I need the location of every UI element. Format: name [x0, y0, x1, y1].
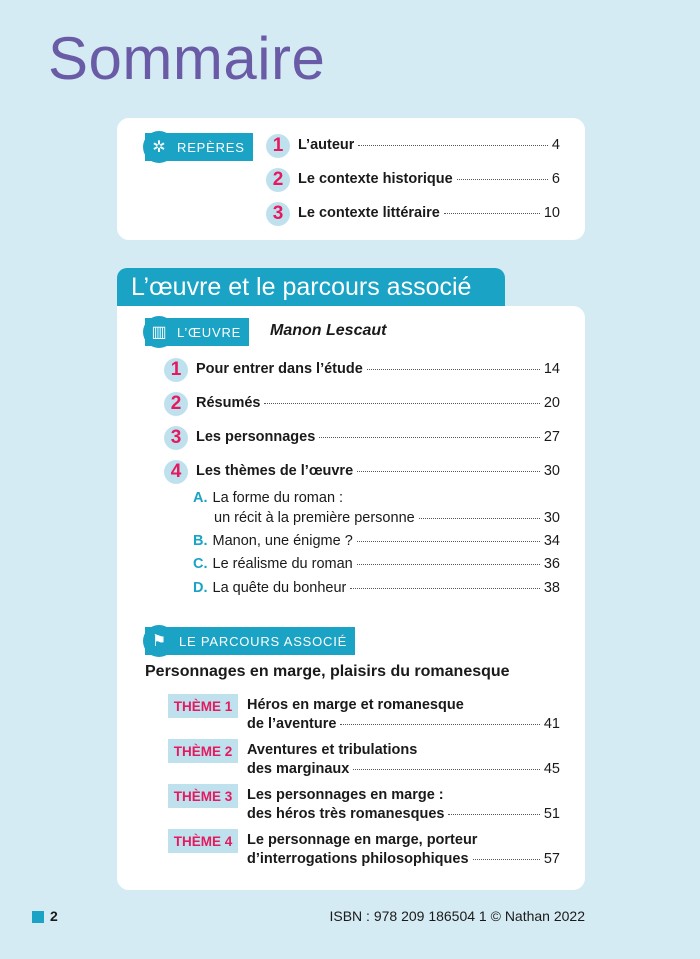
toc-entry[interactable]: [196, 463, 560, 479]
theme-tag: THÈME 2: [168, 739, 238, 763]
leader-dots: [457, 179, 548, 180]
entry-label: des marginaux: [247, 761, 350, 777]
leader-dots: [358, 145, 548, 146]
number-circle: 2: [266, 168, 290, 192]
leader-dots: [448, 814, 539, 815]
entry-page: 57: [543, 851, 560, 867]
leader-dots: [357, 541, 540, 542]
flag-icon: ⚑: [143, 625, 175, 657]
number-circle: 4: [164, 460, 188, 484]
entry-label: Le contexte littéraire: [298, 205, 440, 221]
wheel-icon: ✲: [143, 131, 175, 163]
work-title: Manon Lescaut: [270, 322, 387, 339]
toc-entry[interactable]: [196, 361, 560, 377]
entry-page: 30: [543, 510, 560, 526]
entry-label: La quête du bonheur: [212, 580, 347, 596]
toc-entry[interactable]: [196, 429, 560, 445]
entry-page: 38: [543, 580, 560, 596]
oeuvre-label: L’ŒUVRE: [177, 324, 242, 340]
toc-entry[interactable]: [298, 205, 560, 221]
leader-dots: [350, 588, 540, 589]
reperes-badge: [145, 133, 253, 161]
entry-label: de l’aventure: [247, 716, 337, 732]
number-circle: 1: [164, 358, 188, 382]
section-title: L’œuvre et le parcours associé: [117, 268, 505, 306]
reperes-label: REPÈRES: [177, 139, 245, 155]
leader-dots: [473, 859, 540, 860]
toc-entry[interactable]: [193, 556, 560, 572]
number-circle: 3: [164, 426, 188, 450]
leader-dots: [264, 403, 539, 404]
toc-entry[interactable]: [247, 806, 560, 822]
sub-letter: A.: [193, 490, 208, 506]
toc-entry[interactable]: [196, 395, 560, 411]
entry-label: Pour entrer dans l’étude: [196, 361, 363, 377]
entry-label: d’interrogations philosophiques: [247, 851, 469, 867]
leader-dots: [367, 369, 540, 370]
theme-line1: Le personnage en marge, porteur: [247, 832, 478, 848]
entry-page: 45: [543, 761, 560, 777]
parcours-badge: [145, 627, 355, 655]
number-circle: 2: [164, 392, 188, 416]
leader-dots: [353, 769, 540, 770]
page-title: Sommaire: [48, 25, 326, 92]
leader-dots: [357, 471, 540, 472]
theme-line1: Les personnages en marge :: [247, 787, 444, 803]
entry-page: 41: [543, 716, 560, 732]
theme-line1: Héros en marge et romanesque: [247, 697, 464, 713]
leader-dots: [444, 213, 540, 214]
entry-label: L’auteur: [298, 137, 355, 153]
sub-letter: B.: [193, 533, 208, 549]
leader-dots: [419, 518, 540, 519]
number-circle: 3: [266, 202, 290, 226]
page-marker: [32, 911, 44, 923]
parcours-subtitle: Personnages en marge, plaisirs du romanesque: [145, 663, 510, 680]
isbn: ISBN : 978 209 186504 1 © Nathan 2022: [329, 908, 585, 924]
theme-line1: Aventures et tribulations: [247, 742, 418, 758]
entry-label: des héros très romanesques: [247, 806, 445, 822]
entry-page: 36: [543, 556, 560, 572]
theme-tag: THÈME 3: [168, 784, 238, 808]
entry-page: 20: [543, 395, 560, 411]
entry-page: 51: [543, 806, 560, 822]
entry-label: un récit à la première personne: [214, 510, 415, 526]
page-number: 2: [50, 908, 58, 924]
oeuvre-badge: [145, 318, 249, 346]
sub-letter: C.: [193, 556, 208, 572]
entry-label: Résumés: [196, 395, 261, 411]
sub-letter: D.: [193, 580, 208, 596]
theme-tag: THÈME 1: [168, 694, 238, 718]
entry-label: Les thèmes de l’œuvre: [196, 463, 354, 479]
entry-page: 34: [543, 533, 560, 549]
toc-entry[interactable]: [298, 137, 560, 153]
number-circle: 1: [266, 134, 290, 158]
parcours-label: LE PARCOURS ASSOCIÉ: [179, 633, 348, 649]
entry-page: 27: [543, 429, 560, 445]
theme-tag: THÈME 4: [168, 829, 238, 853]
toc-entry[interactable]: [193, 580, 560, 596]
sub-item-first-line: [193, 490, 343, 506]
toc-entry[interactable]: [298, 171, 560, 187]
entry-page: 10: [543, 205, 560, 221]
sub-line1: La forme du roman :: [212, 490, 344, 506]
toc-entry[interactable]: [247, 716, 560, 732]
leader-dots: [357, 564, 540, 565]
leader-dots: [319, 437, 540, 438]
leader-dots: [340, 724, 539, 725]
entry-label: Manon, une énigme ?: [212, 533, 353, 549]
entry-page: 4: [551, 137, 560, 153]
entry-label: Le contexte historique: [298, 171, 453, 187]
toc-entry[interactable]: [247, 761, 560, 777]
toc-entry[interactable]: [193, 533, 560, 549]
entry-page: 6: [551, 171, 560, 187]
toc-entry[interactable]: [214, 510, 560, 526]
toc-entry[interactable]: [247, 851, 560, 867]
entry-page: 30: [543, 463, 560, 479]
entry-label: Le réalisme du roman: [212, 556, 353, 572]
entry-label: Les personnages: [196, 429, 316, 445]
book-icon: ▥: [143, 316, 175, 348]
entry-page: 14: [543, 361, 560, 377]
